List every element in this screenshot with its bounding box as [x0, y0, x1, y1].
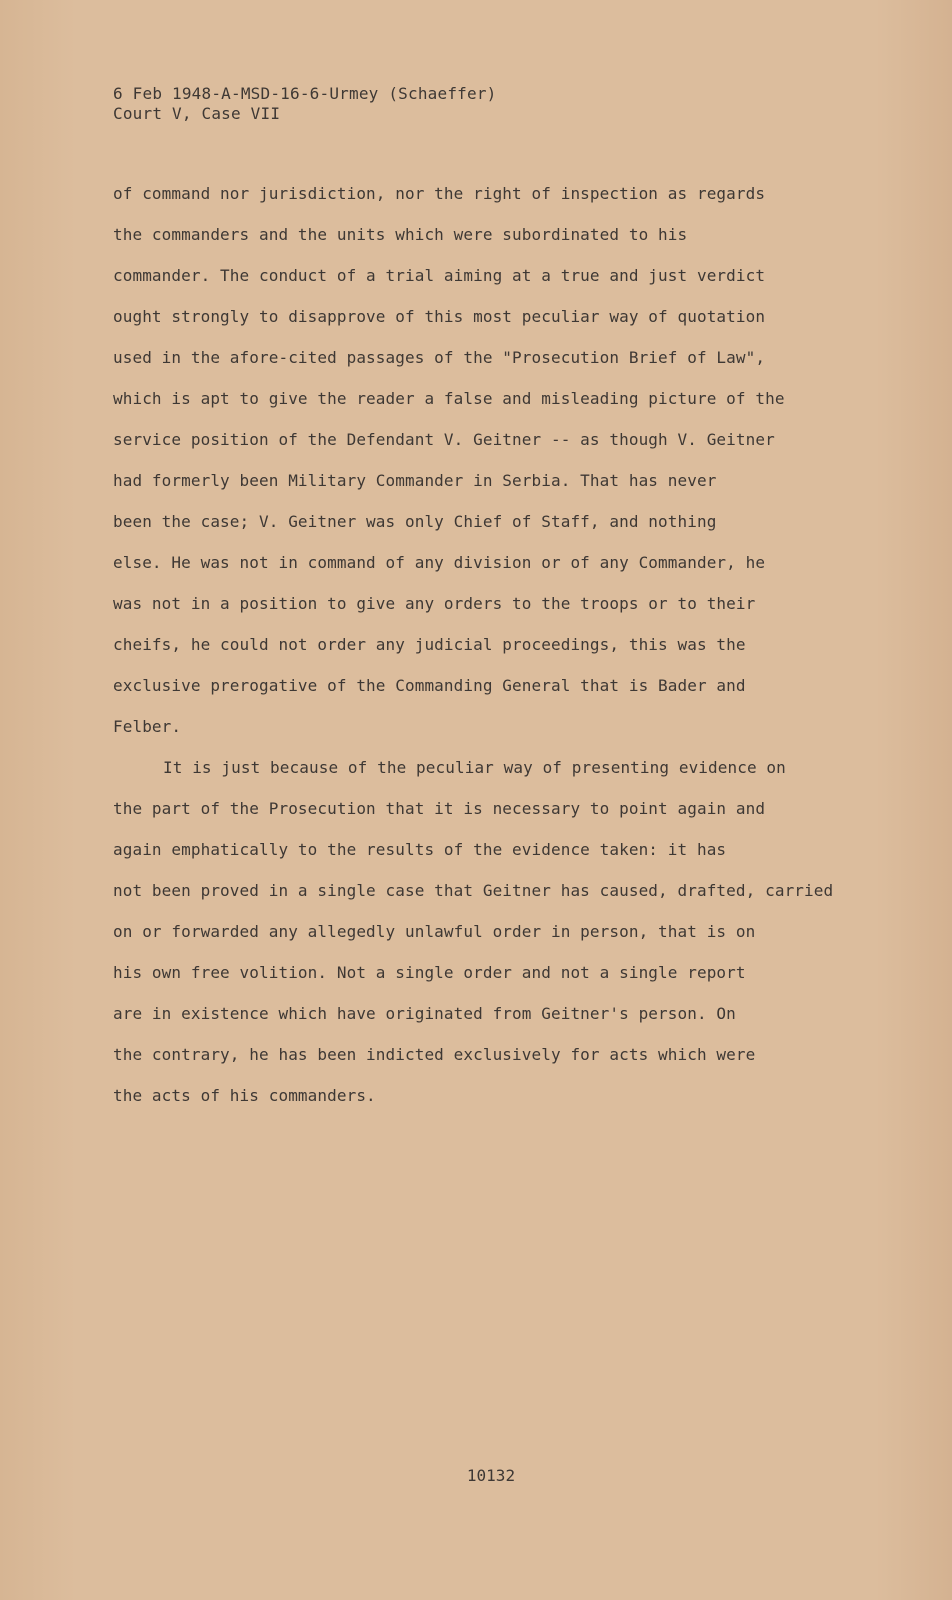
text-line: the commanders and the units which were subordinated to his [113, 225, 688, 244]
paragraph-1 [113, 184, 893, 758]
text-line: cheifs, he could not order any judicial proceedings, this was the [113, 635, 746, 654]
text-line: else. He was not in command of any division or of any Commander, he [113, 553, 766, 572]
text-line: used in the afore-cited passages of the "Prosecution Brief of Law", [113, 348, 766, 367]
text-line: on or forwarded any allegedly unlawful order in person, that is on [113, 922, 756, 941]
text-line: not been proved in a single case that Geitner has caused, drafted, carried [113, 881, 834, 900]
text-line: the part of the Prosecution that it is necessary to point again and [113, 799, 766, 818]
document-body [113, 184, 893, 1127]
text-line: been the case; V. Geitner was only Chief of Staff, and nothing [113, 512, 717, 531]
text-line: service position of the Defendant V. Geitner -- as though V. Geitner [113, 430, 775, 449]
text-line: had formerly been Military Commander in Serbia. That has never [113, 471, 717, 490]
text-line: the contrary, he has been indicted exclusively for acts which were [113, 1045, 756, 1064]
header-line-court-case: Court V, Case VII [113, 104, 281, 123]
page-number: 10132 [466, 1466, 516, 1485]
text-line: Felber. [113, 717, 182, 736]
text-line: ought strongly to disapprove of this most peculiar way of quotation [113, 307, 766, 326]
text-line: the acts of his commanders. [113, 1086, 376, 1105]
text-line: commander. The conduct of a trial aiming at a true and just verdict [113, 266, 766, 285]
text-line: again emphatically to the results of the evidence taken: it has [113, 840, 727, 859]
text-line: which is apt to give the reader a false and misleading picture of the [113, 389, 785, 408]
text-line: It is just because of the peculiar way of presenting evidence on [163, 758, 786, 777]
text-line: are in existence which have originated from Geitner's person. On [113, 1004, 736, 1023]
paragraph-2 [113, 758, 893, 1127]
document-header [113, 84, 496, 124]
header-line-date-reference: 6 Feb 1948-A-MSD-16-6-Urmey (Schaeffer) [113, 84, 497, 103]
text-line: exclusive prerogative of the Commanding General that is Bader and [113, 676, 746, 695]
text-line: was not in a position to give any orders to the troops or to their [113, 594, 756, 613]
text-line: of command nor jurisdiction, nor the right of inspection as regards [113, 184, 766, 203]
text-line: his own free volition. Not a single order and not a single report [113, 963, 746, 982]
